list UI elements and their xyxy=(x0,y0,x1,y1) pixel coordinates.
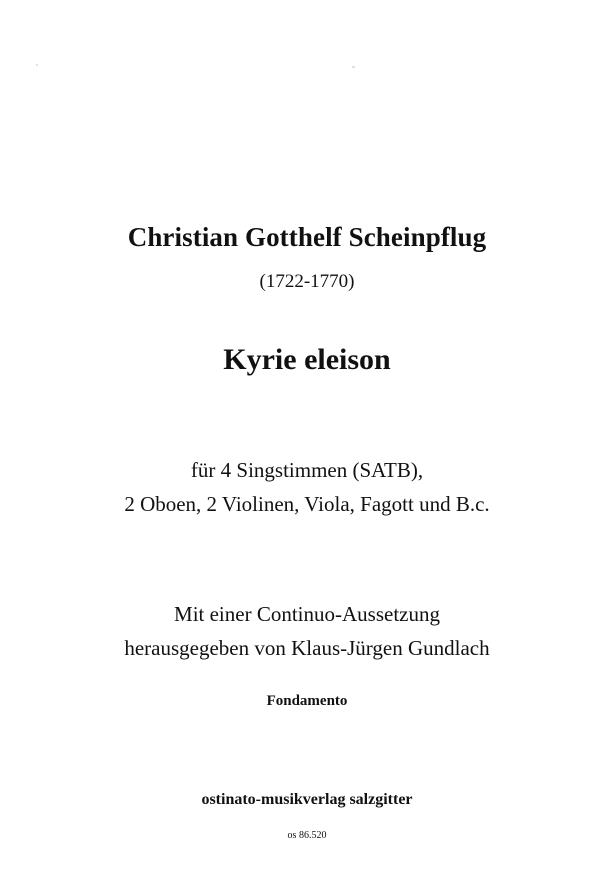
scoring-line-1: für 4 Singstimmen (SATB), xyxy=(190,458,424,482)
composer-dates: (1722-1770) xyxy=(259,271,355,292)
publisher-name: ostinato-musikverlag salzgitter xyxy=(201,791,413,808)
work-title: Kyrie eleison xyxy=(223,343,391,376)
continuo-note: Mit einer Continuo-Aussetzung xyxy=(174,602,440,626)
composer-name: Christian Gotthelf Scheinpflug xyxy=(127,222,487,252)
scoring-line-2: 2 Oboen, 2 Violinen, Viola, Fagott und B.c. xyxy=(124,492,490,516)
catalog-number: os 86.520 xyxy=(287,830,327,841)
editor-credit: herausgegeben von Klaus-Jürgen Gundlach xyxy=(124,636,490,660)
paper-speck xyxy=(352,66,355,68)
paper-speck xyxy=(36,64,38,66)
series-name: Fondamento xyxy=(266,693,348,709)
